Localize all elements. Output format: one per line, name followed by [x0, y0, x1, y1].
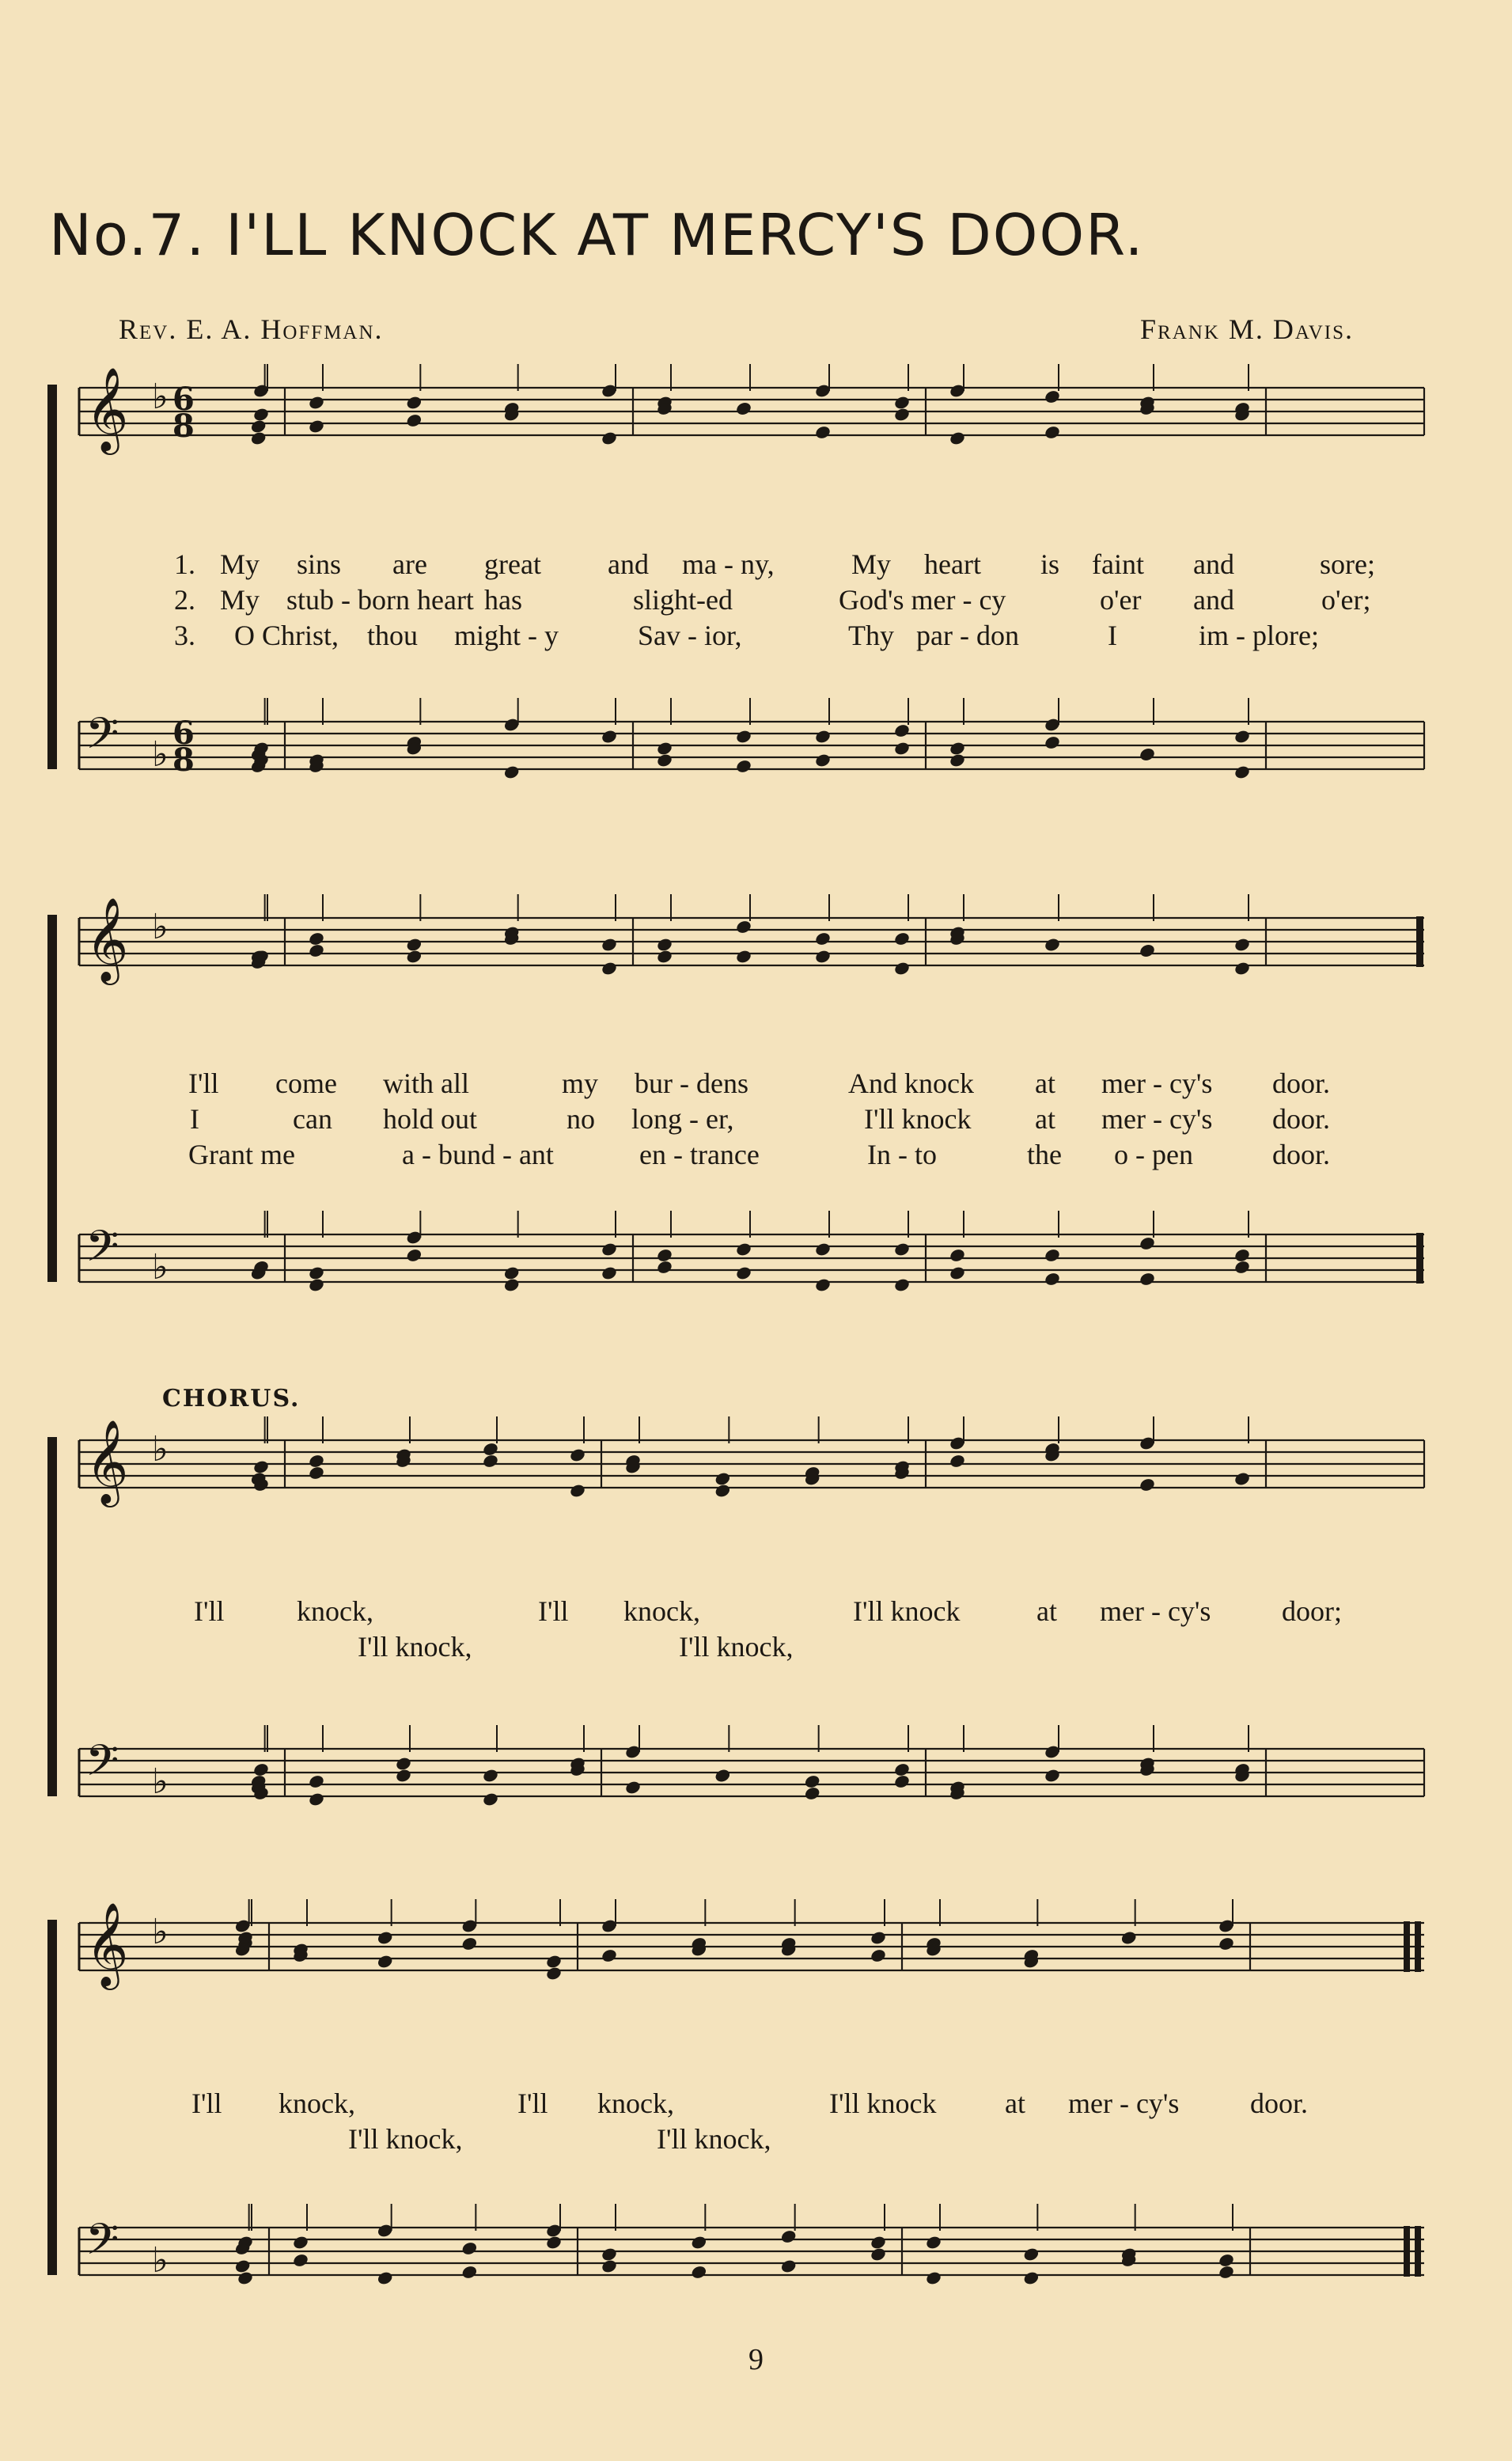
note-head: [1139, 1235, 1156, 1251]
time-signature-numerator: 6: [172, 715, 195, 752]
note-head: [1233, 1259, 1251, 1275]
lyric-syllable: And knock: [848, 1067, 974, 1099]
lyric-syllable: at: [1035, 1067, 1055, 1099]
bass-notes: [250, 1211, 1252, 1293]
note-head: [395, 1768, 412, 1784]
lyric-syllable: door.: [1272, 1139, 1331, 1170]
note-head: [804, 1785, 821, 1801]
lyric-syllable: ma - ny,: [682, 548, 775, 580]
note-head: [308, 1277, 325, 1293]
note-head: [814, 1277, 832, 1293]
note-head: [1233, 764, 1251, 780]
lyric-syllable: and: [1193, 584, 1234, 616]
note-head: [870, 1947, 887, 1963]
note-head: [656, 937, 673, 953]
bass-notes: [234, 2204, 1236, 2286]
note-head: [893, 407, 911, 423]
lyric-syllable: Thy: [848, 620, 894, 651]
lyric-syllable: no: [567, 1103, 595, 1135]
page-number: 9: [748, 2343, 764, 2376]
note-head: [656, 753, 673, 768]
note-head: [893, 1277, 911, 1293]
note-head: [814, 1242, 832, 1257]
note-head: [656, 949, 673, 965]
treble-staff: [79, 1419, 1424, 1507]
lyric-syllable: par - don: [916, 620, 1019, 651]
note-head: [714, 1483, 731, 1499]
note-head: [1233, 729, 1251, 745]
note-head: [949, 1453, 966, 1469]
lyric-syllable: with all: [383, 1067, 469, 1099]
note-head: [503, 764, 521, 780]
lyric-line: [47, 1067, 1424, 1103]
lyric-syllable: the: [1027, 1139, 1062, 1170]
lyric-syllable: I'll knock,: [358, 1631, 472, 1663]
note-head: [482, 1792, 499, 1807]
lyric-syllable: My: [220, 584, 260, 616]
bass-clef-icon: 𝄢: [85, 1221, 119, 1282]
note-head: [893, 722, 911, 738]
note-head: [569, 1483, 586, 1499]
note-head: [735, 919, 752, 935]
music-system-1: [47, 366, 1424, 823]
note-head: [893, 395, 911, 411]
note-head: [735, 400, 752, 416]
lyric-syllable: can: [293, 1103, 332, 1135]
note-head: [405, 1247, 423, 1263]
lyric-syllable: Sav - ior,: [638, 620, 742, 651]
lyric-line: [47, 1102, 1424, 1139]
note-head: [503, 1265, 521, 1281]
note-head: [814, 931, 832, 946]
note-head: [308, 395, 325, 411]
lyric-syllable: faint: [1092, 548, 1144, 580]
note-head: [656, 1259, 673, 1275]
lyric-syllable: bur - dens: [635, 1067, 748, 1099]
lyric-syllable: God's mer - cy: [839, 584, 1006, 616]
note-head: [482, 1453, 499, 1469]
note-head: [893, 741, 911, 757]
note-head: [814, 424, 832, 440]
note-head: [1044, 1247, 1061, 1263]
note-head: [656, 1247, 673, 1263]
flat-sign-icon: ♭: [152, 377, 169, 417]
lyric-syllable: o'er: [1100, 584, 1142, 616]
bass-staff: [79, 1221, 1424, 1287]
note-head: [1022, 2247, 1040, 2262]
note-head: [292, 2252, 309, 2268]
note-head: [804, 1773, 821, 1789]
note-head: [252, 1459, 270, 1475]
lyric-syllable: I: [1108, 620, 1117, 651]
note-head: [601, 2258, 618, 2274]
music-system-2: [47, 886, 1424, 1377]
bass-clef-icon: 𝄢: [85, 1735, 119, 1796]
note-head: [656, 741, 673, 757]
note-head: [545, 2235, 563, 2251]
note-head: [250, 430, 267, 446]
note-head: [1233, 961, 1251, 976]
note-head: [234, 2258, 252, 2274]
lyric-line: [47, 1630, 1424, 1667]
lyric-syllable: I: [190, 1103, 199, 1135]
note-head: [735, 949, 752, 965]
note-head: [949, 741, 966, 757]
note-head: [1218, 2264, 1235, 2280]
lyric-syllable: knock,: [297, 1595, 373, 1627]
note-head: [395, 1756, 412, 1772]
note-head: [893, 931, 911, 946]
lyric-syllable: My: [851, 548, 892, 580]
lyric-syllable: might - y: [454, 620, 559, 651]
lyric-syllable: I'll knock: [853, 1595, 961, 1627]
bass-clef-icon: 𝄢: [85, 708, 119, 769]
note-head: [601, 937, 618, 953]
lyric-syllable: I'll: [538, 1595, 569, 1627]
note-head: [1044, 1768, 1061, 1784]
lyric-syllable: I'll: [517, 2087, 548, 2119]
lyricist-credit: Rev. E. A. Hoffman.: [119, 313, 384, 345]
note-head: [503, 1277, 521, 1293]
lyric-syllable: slight-ed: [633, 584, 733, 616]
lyric-syllable: I'll knock: [829, 2087, 937, 2119]
lyric-syllable: door.: [1272, 1067, 1331, 1099]
note-head: [1218, 2252, 1235, 2268]
flat-sign-icon: ♭: [152, 1429, 169, 1469]
note-head: [308, 1465, 325, 1481]
note-head: [482, 1441, 499, 1457]
lyric-syllable: I'll knock: [864, 1103, 972, 1135]
lyric-line: [47, 1595, 1424, 1631]
note-head: [1120, 1930, 1138, 1946]
note-head: [870, 1930, 887, 1946]
time-signature-numerator: 6: [172, 381, 195, 418]
lyric-syllable: stub - born heart: [286, 584, 474, 616]
lyric-syllable: and: [608, 548, 649, 580]
note-head: [814, 729, 832, 745]
lyric-syllable: great: [484, 548, 541, 580]
lyric-syllable: I'll: [194, 1595, 225, 1627]
lyric-syllable: mer - cy's: [1101, 1103, 1213, 1135]
treble-notes: [250, 894, 1252, 976]
note-head: [1233, 1471, 1251, 1487]
lyric-syllable: en - trance: [639, 1139, 760, 1170]
note-head: [601, 961, 618, 976]
lyric-syllable: hold out: [383, 1103, 478, 1135]
treble-clef-icon: 𝄞: [85, 1419, 129, 1504]
note-head: [949, 753, 966, 768]
lyric-syllable: Grant me: [188, 1139, 295, 1170]
note-head: [735, 729, 752, 745]
note-head: [308, 419, 325, 434]
note-head: [569, 1447, 586, 1463]
note-head: [460, 1936, 478, 1951]
note-head: [735, 1265, 752, 1281]
lyric-syllable: im - plore;: [1199, 620, 1319, 651]
lyric-syllable: o - pen: [1114, 1139, 1193, 1170]
note-head: [308, 942, 325, 958]
lyric-syllable: sins: [297, 548, 342, 580]
note-head: [601, 729, 618, 745]
note-head: [893, 1242, 911, 1257]
treble-notes: [234, 1899, 1236, 1981]
note-head: [870, 2247, 887, 2262]
lyric-syllable: door.: [1272, 1103, 1331, 1135]
lyric-syllable: is: [1040, 548, 1060, 580]
note-head: [405, 949, 423, 965]
time-signature-denominator: 8: [172, 741, 195, 779]
note-head: [545, 1954, 563, 1970]
lyric-syllable: knock,: [597, 2087, 674, 2119]
lyric-syllable: door.: [1250, 2087, 1309, 2119]
bass-staff: [79, 1735, 1424, 1802]
note-head: [601, 2247, 618, 2262]
note-head: [377, 1930, 394, 1946]
lyric-syllable: has: [484, 584, 522, 616]
lyric-line: [47, 619, 1424, 655]
lyric-syllable: long - er,: [631, 1103, 734, 1135]
verse-number: 2.: [174, 584, 195, 616]
note-head: [405, 395, 423, 411]
note-head: [949, 430, 966, 446]
note-head: [460, 2264, 478, 2280]
lyric-line: [47, 2087, 1424, 2123]
flat-sign-icon: ♭: [152, 907, 169, 947]
note-head: [690, 2235, 707, 2251]
note-head: [814, 753, 832, 768]
note-head: [250, 419, 267, 434]
note-head: [735, 758, 752, 774]
note-head: [949, 1247, 966, 1263]
lyric-syllable: come: [275, 1067, 337, 1099]
lyric-syllable: I'll: [188, 1067, 219, 1099]
note-head: [714, 1471, 731, 1487]
lyric-syllable: a - bund - ant: [402, 1139, 554, 1170]
lyric-syllable: mer - cy's: [1068, 2087, 1180, 2119]
note-head: [893, 961, 911, 976]
note-head: [1044, 734, 1061, 750]
treble-clef-icon: 𝄞: [85, 1902, 129, 1986]
flat-sign-icon: ♭: [152, 1912, 169, 1952]
time-signature-denominator: 8: [172, 408, 195, 445]
note-head: [601, 430, 618, 446]
note-head: [893, 1773, 911, 1789]
lyric-syllable: I'll knock,: [657, 2123, 771, 2155]
note-head: [949, 1265, 966, 1281]
lyric-line: [47, 548, 1424, 584]
note-head: [1139, 746, 1156, 762]
chorus-label: CHORUS.: [162, 1385, 301, 1413]
lyric-syllable: thou: [367, 620, 419, 651]
lyric-syllable: o'er;: [1321, 584, 1371, 616]
note-head: [545, 1966, 563, 1981]
lyric-syllable: In - to: [867, 1139, 937, 1170]
note-head: [1139, 1271, 1156, 1287]
lyric-syllable: mer - cy's: [1101, 1067, 1213, 1099]
lyric-syllable: door;: [1282, 1595, 1342, 1627]
flat-sign-icon: ♭: [152, 734, 169, 775]
note-head: [870, 2235, 887, 2251]
note-head: [1044, 937, 1061, 953]
note-head: [377, 2270, 394, 2286]
treble-clef-icon: 𝄞: [85, 897, 129, 981]
lyric-syllable: and: [1193, 548, 1234, 580]
lyric-line: [47, 1138, 1424, 1174]
note-head: [292, 2235, 309, 2251]
lyric-syllable: are: [392, 548, 427, 580]
lyric-syllable: sore;: [1320, 548, 1375, 580]
lyric-syllable: I'll knock,: [679, 1631, 794, 1663]
note-head: [601, 1947, 618, 1963]
note-head: [814, 949, 832, 965]
note-head: [252, 1761, 270, 1777]
note-head: [237, 2270, 254, 2286]
note-head: [735, 1242, 752, 1257]
lyric-syllable: at: [1005, 2087, 1025, 2119]
treble-staff: [79, 897, 1424, 985]
lyric-syllable: knock,: [623, 1595, 700, 1627]
lyric-syllable: knock,: [279, 2087, 355, 2119]
note-head: [252, 407, 270, 423]
note-head: [308, 1773, 325, 1789]
lyric-syllable: heart: [924, 548, 981, 580]
flat-sign-icon: ♭: [152, 2240, 169, 2281]
treble-notes: [250, 1416, 1252, 1499]
note-head: [601, 1242, 618, 1257]
note-head: [1044, 1271, 1061, 1287]
note-head: [780, 2258, 798, 2274]
bass-notes: [250, 698, 1252, 780]
treble-staff: [79, 366, 1424, 455]
note-head: [1218, 1936, 1235, 1951]
note-head: [780, 2228, 798, 2244]
lyric-syllable: at: [1035, 1103, 1055, 1135]
note-head: [377, 1954, 394, 1970]
note-head: [925, 2270, 942, 2286]
verse-number: 3.: [174, 620, 195, 651]
lyric-syllable: My: [220, 548, 260, 580]
note-head: [1233, 1247, 1251, 1263]
note-head: [1044, 424, 1061, 440]
note-head: [482, 1768, 499, 1784]
treble-clef-icon: 𝄞: [85, 366, 129, 451]
lyric-syllable: O Christ,: [234, 620, 339, 651]
note-head: [714, 1768, 731, 1784]
bass-clef-icon: 𝄢: [85, 2214, 119, 2275]
lyric-syllable: I'll knock,: [348, 2123, 463, 2155]
note-head: [1139, 942, 1156, 958]
note-head: [308, 1453, 325, 1469]
note-head: [1022, 2270, 1040, 2286]
flat-sign-icon: ♭: [152, 1247, 169, 1287]
note-head: [893, 1761, 911, 1777]
page-title: No.7. I'LL KNOCK AT MERCY'S DOOR.: [49, 202, 1145, 268]
bass-staff: [79, 708, 1424, 779]
verse-number: 1.: [174, 548, 195, 580]
note-head: [308, 1265, 325, 1281]
note-head: [601, 1265, 618, 1281]
flat-sign-icon: ♭: [152, 1761, 169, 1802]
note-head: [690, 2264, 707, 2280]
music-system-4: [47, 1895, 1424, 2323]
lyric-syllable: mer - cy's: [1100, 1595, 1211, 1627]
note-head: [405, 937, 423, 953]
lyric-syllable: at: [1036, 1595, 1057, 1627]
lyric-line: [47, 583, 1424, 620]
note-head: [624, 1780, 642, 1796]
lyric-line: [47, 2122, 1424, 2159]
lyric-syllable: my: [562, 1067, 599, 1099]
note-head: [925, 2235, 942, 2251]
note-head: [1139, 1477, 1156, 1492]
treble-notes: [250, 364, 1252, 446]
bass-notes: [250, 1725, 1252, 1807]
lyric-syllable: I'll: [191, 2087, 222, 2119]
note-head: [1233, 937, 1251, 953]
note-head: [405, 412, 423, 428]
note-head: [308, 1792, 325, 1807]
music-system-3: [47, 1416, 1424, 1860]
composer-credit: Frank M. Davis.: [1140, 313, 1354, 345]
note-head: [1044, 389, 1061, 404]
note-head: [460, 2240, 478, 2256]
note-head: [308, 931, 325, 946]
